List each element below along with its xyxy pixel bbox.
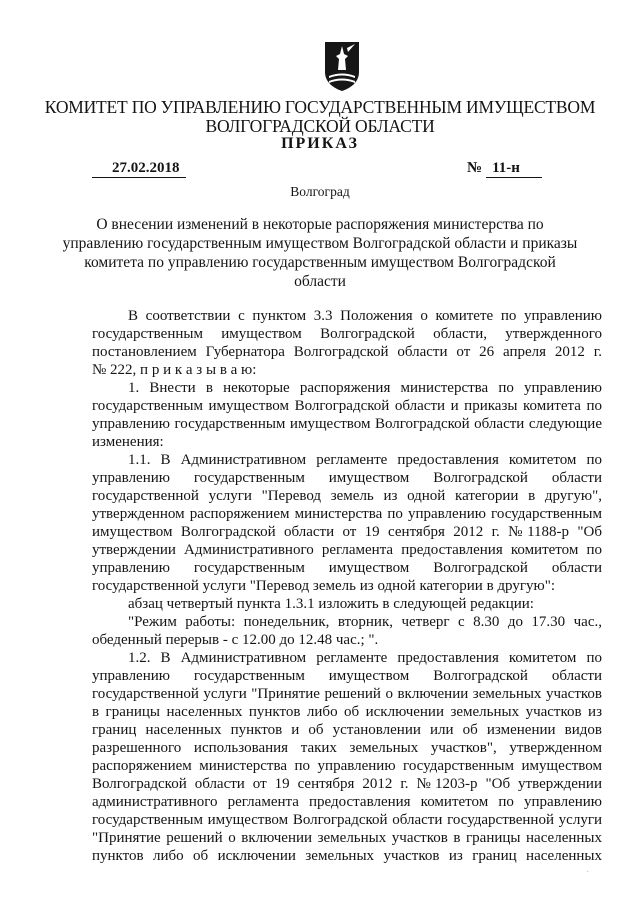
body-line: государственным имуществом Волгоградской области, утвержденного <box>92 326 602 342</box>
body-line: государственной услуги "Принятие решений о включении земельных участков <box>92 686 602 702</box>
document-date: 27.02.2018 <box>92 160 186 178</box>
subject-line: О внесении изменений в некоторые распоряжения министерства по <box>96 216 544 233</box>
body-line: государственной услуги "Перевод земель из одной категории в другую": <box>92 578 555 594</box>
body-line: имуществом Волгоградской области от 19 сентября 2012 г. №1188-р "Об <box>92 524 602 540</box>
body-line: утверждении Административного регламента предоставления комитетом по <box>92 542 602 558</box>
body-line: государственным имуществом Волгоградской области государственной услуги <box>92 812 602 828</box>
body-line: административного регламента предоставления комитетом по управлению <box>92 794 602 810</box>
body-line: утвержденном распоряжением министерства по управлению государственным <box>92 506 602 522</box>
coat-of-arms-emblem <box>323 40 361 92</box>
body-line: "Режим работы: понедельник, вторник, четверг с 8.30 до 17.30 час., <box>128 614 602 630</box>
body-line: границ населенных пунктов и об установлении или об изменении видов <box>92 722 602 738</box>
body-line: управлению государственным имуществом Волгоградской области <box>92 668 602 684</box>
body-line: постановлением Губернатора Волгоградской области от 26 апреля 2012 г. <box>92 344 602 360</box>
body-line: 1. Внести в некоторые распоряжения министерства по управлению <box>128 380 602 396</box>
body-line: государственной услуги "Перевод земель из одной категории в другую", <box>92 488 602 504</box>
body-line: № 222, п р и к а з ы в а ю: <box>92 362 257 378</box>
page-mark: · <box>586 867 590 878</box>
body-line: абзац четвертый пункта 1.3.1 изложить в следующей редакции: <box>128 596 534 612</box>
body-line: государственным имуществом Волгоградской области и приказы комитета по <box>92 398 602 414</box>
body-line: 1.2. В Административном регламенте предоставления комитетом по <box>128 650 602 666</box>
body-line: "Принятие решений о включении земельных участков в границы населенных <box>92 830 602 846</box>
organization-name-line-2: ВОЛГОГРАДСКОЙ ОБЛАСТИ <box>205 116 435 136</box>
body-line: пунктов либо об исключении земельных участков из границ населенных <box>92 848 602 864</box>
subject-line: управлению государственным имуществом Волгоградской области и приказы <box>62 235 578 252</box>
body-line: в границы населенных пунктов либо об исключении земельных участков из <box>92 704 602 720</box>
number-value: 11-н <box>486 160 542 178</box>
body-line: управлению государственным имуществом Волгоградской области следующие <box>92 416 602 432</box>
body-line: В соответствии с пунктом 3.3 Положения о комитете по управлению <box>128 308 602 324</box>
city-name: Волгоград <box>290 184 350 199</box>
document-type-title: ПРИКАЗ <box>281 135 359 152</box>
subject-line: области <box>294 273 346 290</box>
body-line: 1.1. В Административном регламенте предоставления комитетом по <box>128 452 602 468</box>
body-line: разрешенного использования таких земельных участков", утвержденном <box>92 740 602 756</box>
organization-name-line-1: КОМИТЕТ ПО УПРАВЛЕНИЮ ГОСУДАРСТВЕННЫМ ИМУЩЕСТВОМ <box>44 97 596 117</box>
body-line: Волгоградской области от 19 сентября 2012 г. №1203-р "Об утверждении <box>92 776 602 792</box>
document-number <box>467 160 542 178</box>
number-label: № <box>467 160 483 176</box>
body-line: распоряжением министерства по управлению государственным имуществом <box>92 758 602 774</box>
subject-line: комитета по управлению государственным имуществом Волгоградской <box>84 254 556 271</box>
body-line: управлению государственным имуществом Волгоградской области <box>92 470 602 486</box>
body-line: обеденный перерыв - с 12.00 до 12.48 час.; ". <box>92 632 379 648</box>
body-line: изменения: <box>92 434 164 450</box>
body-line: управлению государственным имуществом Волгоградской области <box>92 560 602 576</box>
